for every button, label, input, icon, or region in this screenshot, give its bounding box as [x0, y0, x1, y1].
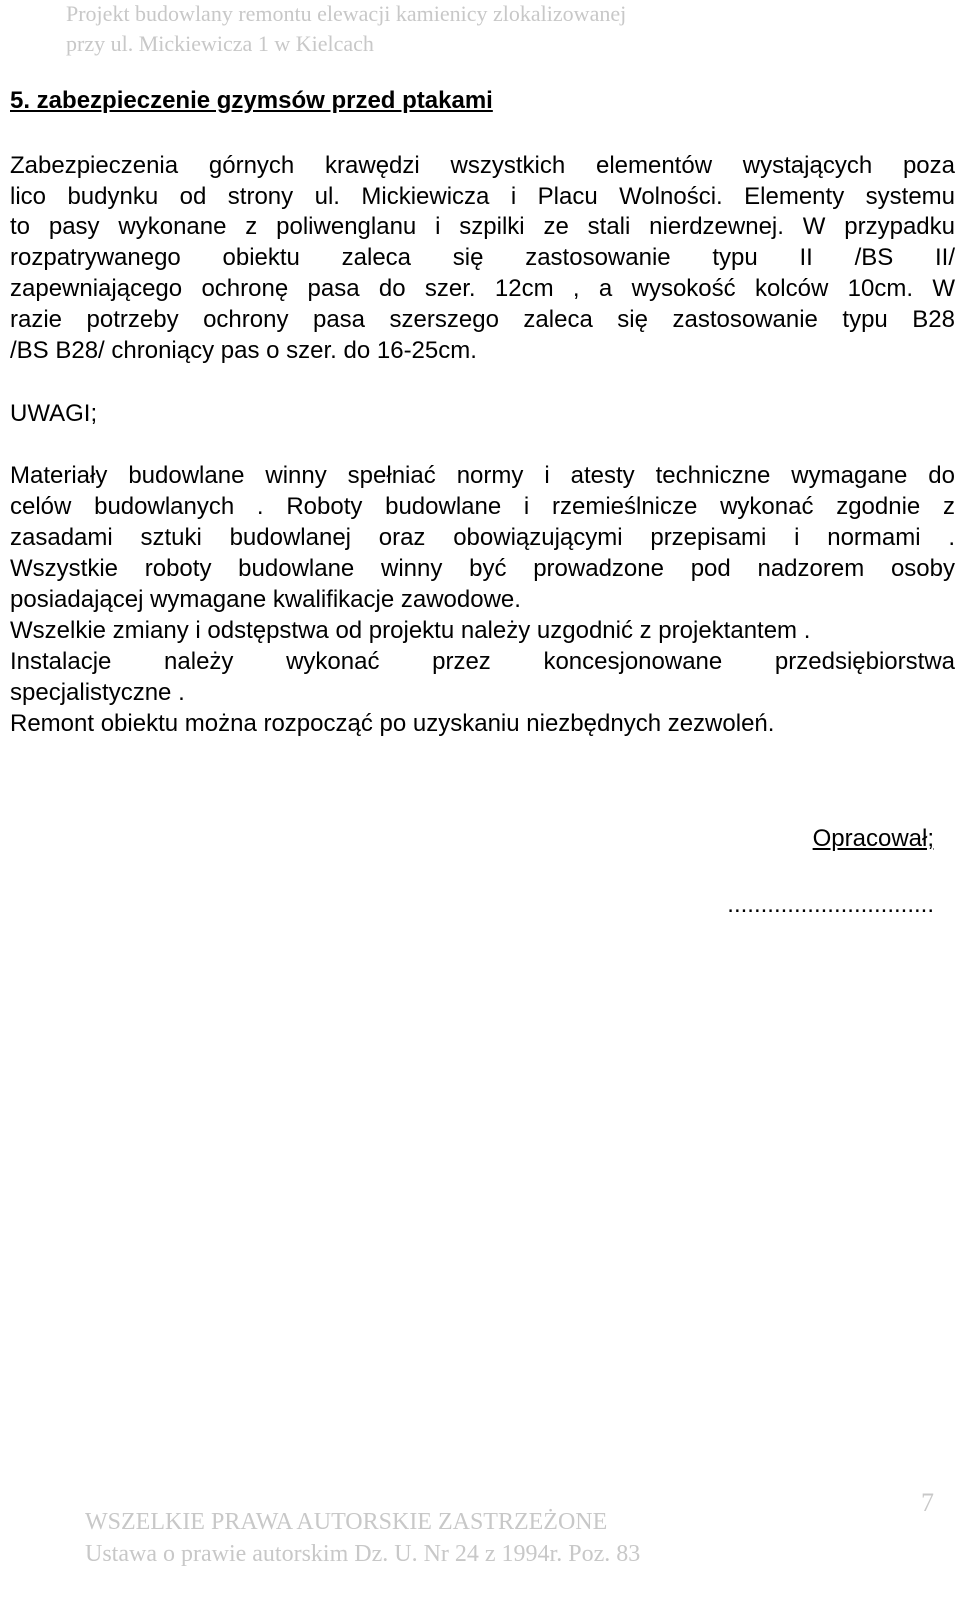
remarks-line: celów budowlanych . Roboty budowlane i rzemieślnicze wykonać zgodnie z: [10, 493, 955, 520]
remarks-line: Instalacje należy wykonać przez koncesjonowane przedsiębiorstwa: [10, 648, 955, 675]
body-line: to pasy wykonane z poliwenglanu i szpilki ze stali nierdzewnej. W przypadku: [10, 213, 955, 240]
footer-line-1: WSZELKIE PRAWA AUTORSKIE ZASTRZEŻONE: [85, 1509, 608, 1535]
remarks-line: Remont obiektu można rozpocząć po uzyskaniu niezbędnych zezwoleń.: [10, 710, 775, 737]
page-number: 7: [921, 1488, 934, 1517]
signature-label: Opracował;: [812, 825, 934, 852]
remarks-line: Wszelkie zmiany i odstępstwa od projektu należy uzgodnić z projektantem .: [10, 617, 811, 644]
body-line: zapewniającego ochronę pasa do szer. 12cm , a wysokość kolców 10cm. W: [10, 275, 955, 302]
remarks-line: zasadami sztuki budowlanej oraz obowiązującymi przepisami i normami .: [10, 524, 955, 551]
remarks-line: Wszystkie roboty budowlane winny być prowadzone pod nadzorem osoby: [10, 555, 955, 582]
remarks-line: specjalistyczne .: [10, 679, 185, 706]
body-line: razie potrzeby ochrony pasa szerszego zaleca się zastosowanie typu B28: [10, 306, 955, 333]
remarks-title: UWAGI;: [10, 400, 98, 427]
footer-line-2: Ustawa o prawie autorskim Dz. U. Nr 24 z 1994r. Poz. 83: [85, 1541, 641, 1567]
signature-dots: ...............................: [727, 891, 934, 918]
remarks-line: posiadającej wymagane kwalifikacje zawodowe.: [10, 586, 521, 613]
body-line: lico budynku od strony ul. Mickiewicza i Placu Wolności. Elementy systemu: [10, 183, 955, 210]
body-line: /BS B28/ chroniący pas o szer. do 16-25cm.: [10, 337, 477, 364]
section-heading: 5. zabezpieczenie gzymsów przed ptakami: [10, 87, 493, 114]
body-line: rozpatrywanego obiektu zaleca się zastosowanie typu II /BS II/: [10, 244, 955, 271]
remarks-line: Materiały budowlane winny spełniać normy i atesty techniczne wymagane do: [10, 462, 955, 489]
header-line-2: przy ul. Mickiewicza 1 w Kielcach: [66, 31, 374, 56]
header-line-1: Projekt budowlany remontu elewacji kamienicy zlokalizowanej: [66, 1, 627, 26]
body-line: Zabezpieczenia górnych krawędzi wszystkich elementów wystających poza: [10, 152, 955, 179]
